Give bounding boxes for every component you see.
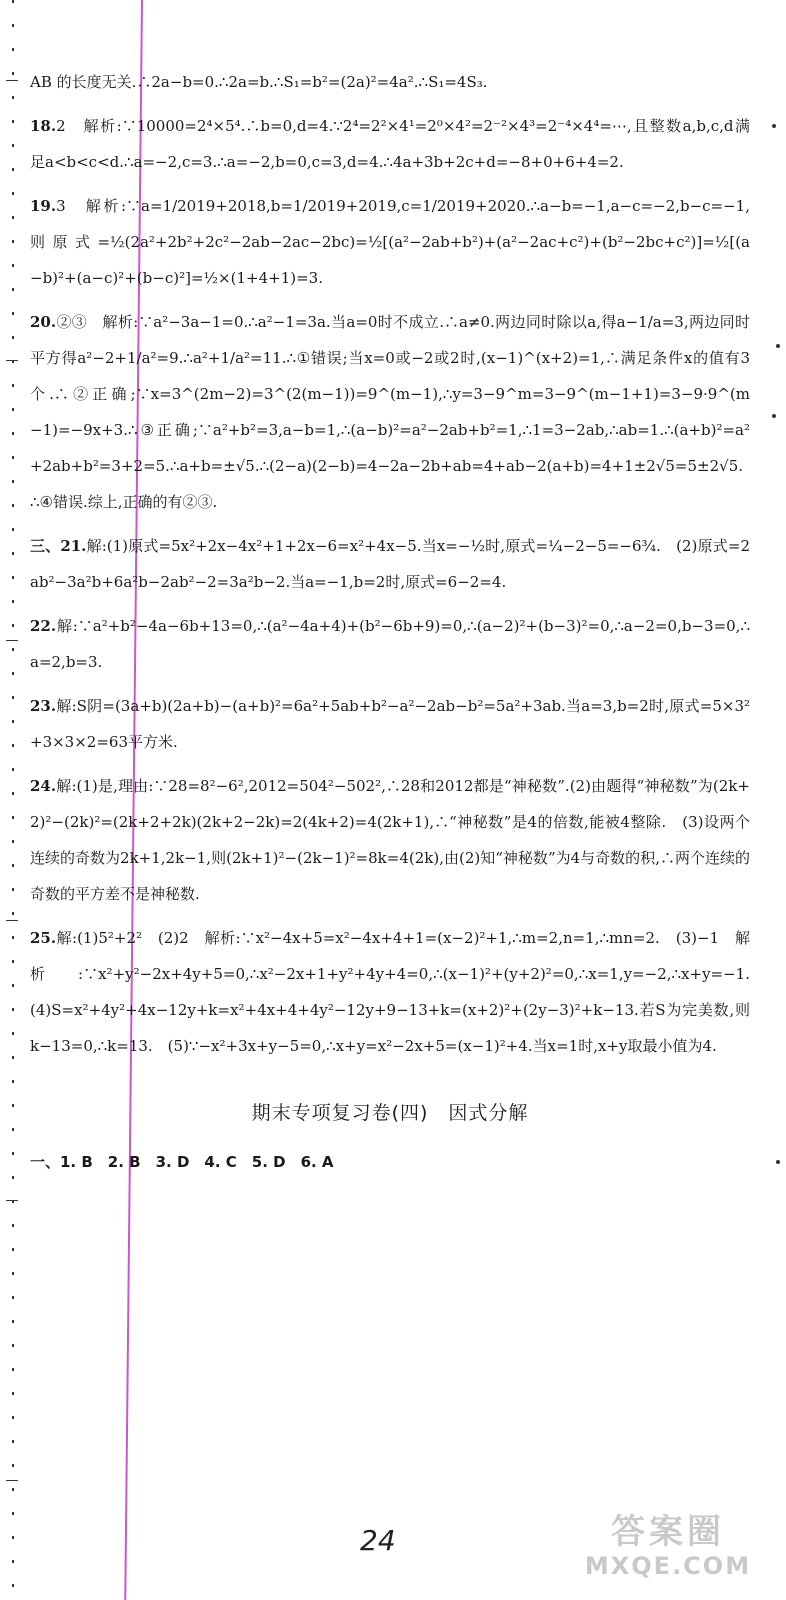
answer-content [30, 64, 766, 1177]
binding-tick [6, 1200, 18, 1201]
speck [772, 124, 776, 128]
answer-24: 24.解:(1)是,理由:∵28=8²−6²,2012=504²−502²,∴28和2012都是“神秘数”.(2)由题得“神秘数”为(2k+2)²−(2k)²=(2k+2+2k)(2k+2−2k)=2(4k+2)=4(2k+1),∴“神秘数”是4的倍数,能被4整除. (3)设两个连续的奇数为2k+1,2k−1,则(2k+1)²−(2k−1)²=8k=4(2k),由(2)知“神秘数”为4与奇数的积,∴两个连续的奇数的平方差不是神秘数. [30, 777, 750, 903]
answer-19: 19.3 解析:∵a=1/2019+2018,b=1/2019+2019,c=1/2019+2020.∴a−b=−1,a−c=−2,b−c=−1,则原式=½(2a²+2b²+2c²−2ab−2ac−2bc)=½[(a²−2ab+b²)+(a²−2ac+c²)+(b²−2bc+c²)]=½[(a−b)²+(a−c)²+(b−c)²]=½×(1+4+1)=3. [30, 197, 750, 287]
multiple-choice-answers: 一、1. B 2. B 3. D 4. C 5. D 6. A [30, 1153, 334, 1171]
answer-22: 22.解:∵a²+b²−4a−6b+13=0,∴(a²−4a+4)+(b²−6b+9)=0,∴(a−2)²+(b−3)²=0,∴a−2=0,b−3=0,∴a=2,b=3. [30, 617, 750, 671]
speck [776, 344, 780, 348]
answer-21: 三、21.解:(1)原式=5x²+2x−4x²+1+2x−6=x²+4x−5.当x=−½时,原式=¼−2−5=−6¾. (2)原式=2ab²−3a²b+6a²b−2ab²−2=3a²b−2.当a=−1,b=2时,原式=6−2=4. [30, 537, 750, 591]
binding-tick [6, 640, 18, 641]
answer-paragraph: AB 的长度无关.∴2a−b=0.∴2a=b.∴S₁=b²=(2a)²=4a².∴S₁=4S₃. [30, 73, 488, 91]
speck [776, 1160, 780, 1164]
answer-23: 23.解:S阴=(3a+b)(2a+b)−(a+b)²=6a²+5ab+b²−a²−2ab−b²=5a²+3ab.当a=3,b=2时,原式=5×3²+3×3×2=63平方米. [30, 697, 750, 751]
binding-tick [6, 80, 18, 81]
page-number: 24 [360, 1524, 396, 1557]
section-title: 期末专项复习卷(四) 因式分解 [251, 1102, 529, 1124]
binding-dashed-line [12, 0, 14, 1600]
binding-tick [6, 1480, 18, 1481]
answer-18: 18.2 解析:∵10000=2⁴×5⁴.∴b=0,d=4.∵2⁴=2²×4¹=2⁰×4²=2⁻²×4³=2⁻⁴×4⁴=⋯,且整数a,b,c,d满足a<b<c<d.∴a=−2,c=3.∴a=−2,b=0,c=3,d=4.∴4a+3b+2c+d=−8+0+6+4=2. [30, 117, 750, 171]
answer-20: 20.②③ 解析:∵a²−3a−1=0.∴a²−1=3a.当a=0时不成立.∴a≠0.两边同时除以a,得a−1/a=3,两边同时平方得a²−2+1/a²=9.∴a²+1/a²=11.∴①错误;当x=0或−2或2时,(x−1)^(x+2)=1,∴满足条件x的值有3个.∴②正确;∵x=3^(2m−2)=3^(2(m−1))=9^(m−1),∴y=3−9^m=3−9^(m−1+1)=3−9·9^(m−1)=−9x+3.∴③正确;∵a²+b²=3,a−b=1,∴(a−b)²=a²−2ab+b²=1,∴1=3−2ab,∴ab=1.∴(a+b)²=a²+2ab+b²=3+2=5.∴a+b=±√5.∴(2−a)(2−b)=4−2a−2b+ab=4+ab−2(a+b)=4+1±2√5=5±2√5.∴④错误.综上,正确的有②③. [30, 313, 750, 511]
answer-25: 25.解:(1)5²+2² (2)2 解析:∵x²−4x+5=x²−4x+4+1=(x−2)²+1,∴m=2,n=1,∴mn=2. (3)−1 解析:∵x²+y²−2x+4y+5=0,∴x²−2x+1+y²+4y+4=0,∴(x−1)²+(y+2)²=0,∴x=1,y=−2,∴x+y=−1. (4)S=x²+4y²+4x−12y+k=x²+4x+4+4y²−12y+9−13+k=(x+2)²+(2y−3)²+k−13.若S为完美数,则k−13=0,∴k=13. (5)∵−x²+3x+y−5=0,∴x+y=x²−2x+5=(x−1)²+4.当x=1时,x+y取最小值为4. [30, 929, 766, 1055]
binding-tick [6, 920, 18, 921]
watermark-logo-text: 答案圈 [611, 1512, 725, 1552]
watermark-logo [568, 1512, 768, 1586]
speck [772, 414, 776, 418]
watermark-url: MXQE.COM [584, 1552, 752, 1580]
binding-tick [6, 360, 18, 361]
